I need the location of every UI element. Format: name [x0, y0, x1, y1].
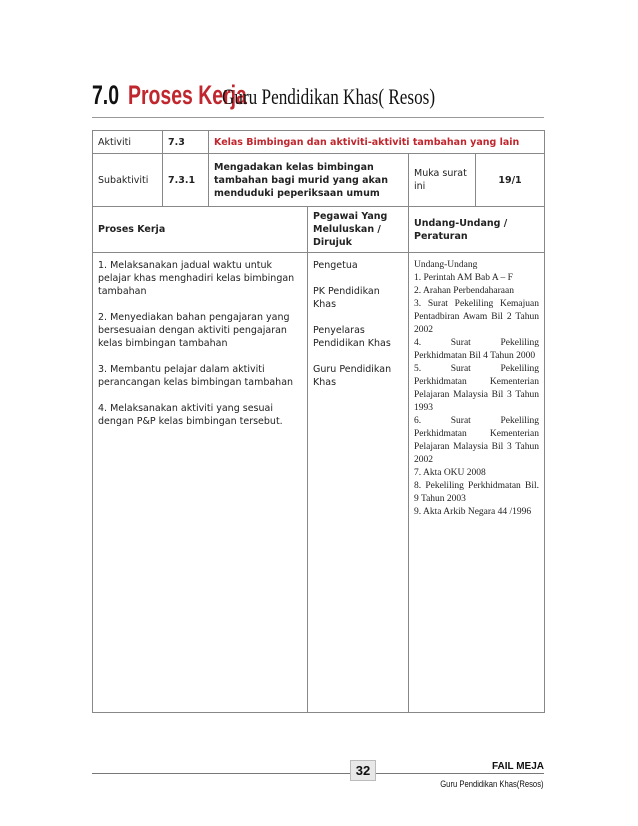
- activity-row: [93, 131, 545, 154]
- section-subtitle: Guru Pendidikan Khas( Resos): [222, 84, 436, 109]
- law-item: 6. Surat Pekeliling Perkhidmatan Kementerian Pelajaran Malaysia Bil 3 Tahun 2002: [414, 416, 539, 465]
- law-item: 4. Surat Pekeliling Perkhidmatan Bil 4 Tahun 2000: [414, 338, 539, 361]
- law-item: 5. Surat Pekeliling Perkhidmatan Kementerian Pelajaran Malaysia Bil 3 Tahun 1993: [414, 364, 539, 413]
- section-number: 7.0: [92, 80, 120, 110]
- page-number: 32: [350, 760, 376, 781]
- header-undang: Undang-Undang / Peraturan: [409, 207, 545, 253]
- law-item: 7. Akta OKU 2008: [414, 468, 486, 478]
- page-title: [92, 80, 495, 111]
- title-divider: [92, 117, 544, 118]
- activity-value: Kelas Bimbingan dan aktiviti-aktiviti tambahan yang lain: [209, 131, 545, 154]
- document-name: Guru Pendidikan Khas(Resos): [440, 779, 544, 789]
- subactivity-value: Mengadakan kelas bimbingan tambahan bagi murid yang akan menduduki peperiksaan umum: [209, 154, 409, 207]
- officer-item: Penyelaras Pendidikan Khas: [313, 325, 391, 349]
- page-ref-value: 19/1: [476, 154, 545, 207]
- law-item: 1. Perintah AM Bab A – F: [414, 273, 513, 283]
- law-item: 9. Akta Arkib Negara 44 /1996: [414, 507, 532, 517]
- page-ref-label: Muka surat ini: [409, 154, 476, 207]
- law-item: 3. Surat Pekeliling Kemajuan Pentadbiran Awam Bil 2 Tahun 2002: [414, 299, 539, 335]
- law-list: [409, 253, 545, 713]
- officer-item: Guru Pendidikan Khas: [313, 364, 392, 388]
- step-item: 4. Melaksanakan aktiviti yang sesuai dengan P&P kelas bimbingan tersebut.: [98, 403, 283, 427]
- step-item: 3. Membantu pelajar dalam aktiviti perancangan kelas bimbingan tambahan: [98, 364, 294, 388]
- header-proses: Proses Kerja: [93, 207, 308, 253]
- header-pegawai: Pegawai Yang Meluluskan / Dirujuk: [308, 207, 409, 253]
- fail-meja-label: FAIL MEJA: [491, 761, 544, 772]
- law-item: Undang-Undang: [414, 260, 478, 270]
- officer-item: Pengetua: [313, 260, 358, 271]
- officer-list: [308, 253, 409, 713]
- process-table: [92, 130, 545, 713]
- step-item: 1. Melaksanakan jadual waktu untuk pelajar khas menghadiri kelas bimbingan tambahan: [98, 260, 295, 297]
- officer-item: PK Pendidikan Khas: [313, 286, 380, 310]
- step-item: 2. Menyediakan bahan pengajaran yang bersesuaian dengan aktiviti pengajaran kelas bimbingan tambahan: [98, 312, 290, 349]
- section-heading: Proses Kerja: [128, 80, 247, 110]
- footer-info: [422, 761, 544, 791]
- activity-code: 7.3: [163, 131, 209, 154]
- law-item: 2. Arahan Perbendaharaan: [414, 286, 514, 296]
- process-steps: [93, 253, 308, 713]
- subactivity-label: Subaktiviti: [93, 154, 163, 207]
- subactivity-code: 7.3.1: [163, 154, 209, 207]
- body-row: [93, 253, 545, 713]
- header-row: [93, 207, 545, 253]
- subactivity-row: [93, 154, 545, 207]
- activity-label: Aktiviti: [93, 131, 163, 154]
- law-item: 8. Pekeliling Perkhidmatan Bil. 9 Tahun 2003: [414, 481, 539, 504]
